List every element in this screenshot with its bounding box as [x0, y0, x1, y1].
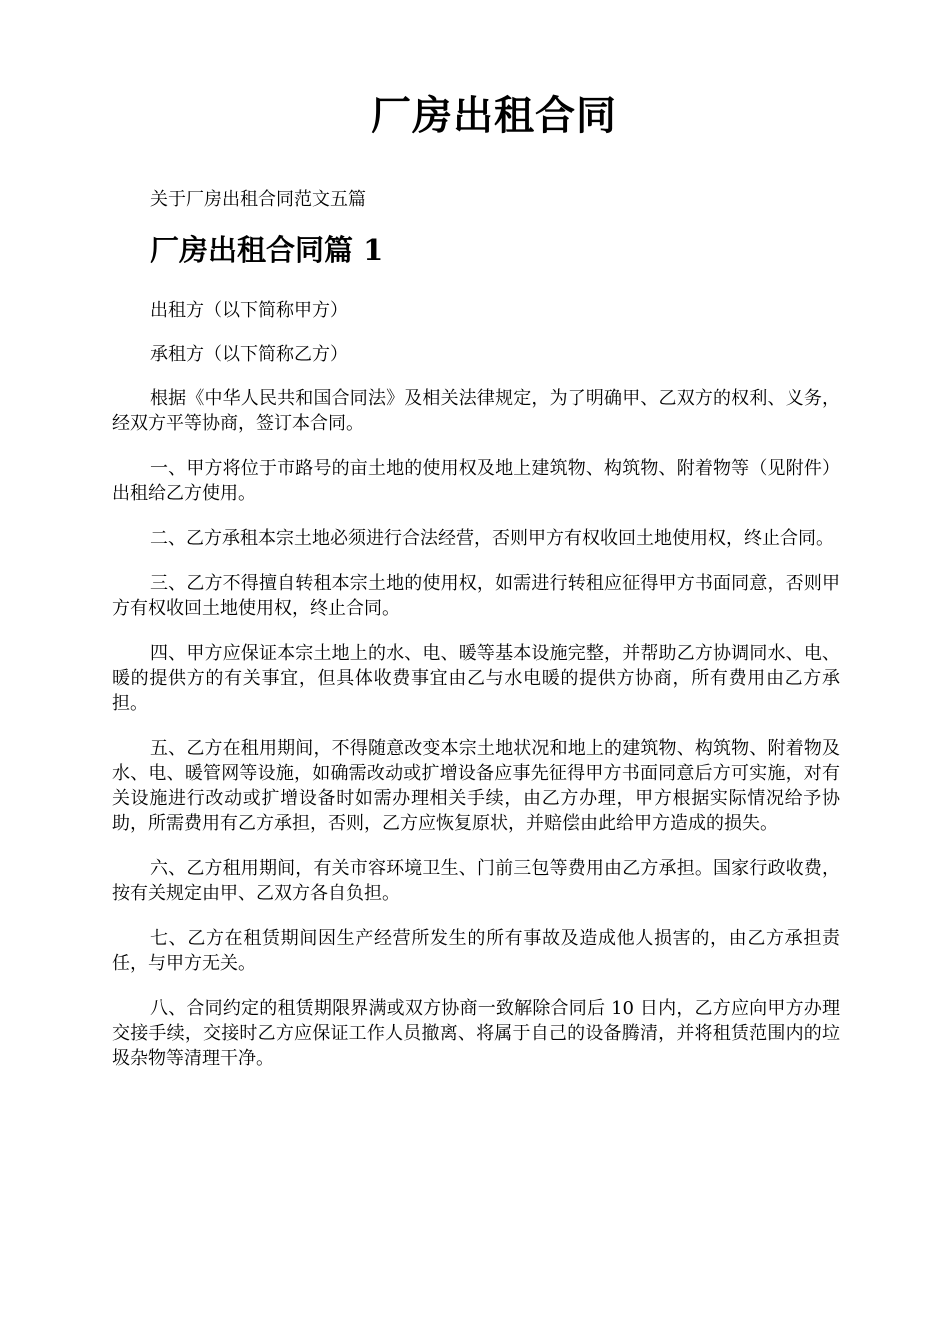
document-title: 厂房出租合同 — [371, 92, 617, 139]
paragraph-clause-3: 三、乙方不得擅自转租本宗土地的使用权，如需进行转租应征得甲方书面同意，否则甲方有权收回土地使用权，终止合同。 — [112, 573, 840, 619]
paragraph-clause-6: 六、乙方租用期间，有关市容环境卫生、门前三包等费用由乙方承担。国家行政收费，按有关规定由甲、乙双方各自负担。 — [112, 858, 840, 904]
paragraph-lessee: 承租方（以下简称乙方） — [150, 344, 348, 365]
paragraph-clause-7: 七、乙方在租赁期间因生产经营所发生的所有事故及造成他人损害的，由乙方承担责任，与甲方无关。 — [112, 928, 840, 974]
paragraph-clause-5: 五、乙方在租用期间，不得随意改变本宗土地状况和地上的建筑物、构筑物、附着物及水、电、暖管网等设施，如确需改动或扩增设备应事先征得甲方书面同意后方可实施，对有关设施进行改动或扩增设备时如需办理相关手续，由乙方办理，甲方根据实际情况给予协助，所需费用有乙方承担，否则，乙方应恢复原状，并赔偿由此给甲方造成的损失。 — [112, 738, 840, 834]
paragraph-preamble: 根据《中华人民共和国合同法》及相关法律规定，为了明确甲、乙双方的权利、义务，经双方平等协商，签订本合同。 — [112, 388, 840, 434]
document-subtitle: 关于厂房出租合同范文五篇 — [150, 189, 366, 210]
section-heading: 厂房出租合同篇 1 — [150, 233, 384, 267]
paragraph-clause-2: 二、乙方承租本宗土地必须进行合法经营，否则甲方有权收回土地使用权，终止合同。 — [150, 528, 834, 549]
paragraph-lessor: 出租方（以下简称甲方） — [150, 300, 348, 321]
document-body — [112, 298, 840, 1091]
paragraph-clause-4: 四、甲方应保证本宗土地上的水、电、暖等基本设施完整，并帮助乙方协调同水、电、暖的提供方的有关事宜，但具体收费事宜由乙与水电暖的提供方协商，所有费用由乙方承担。 — [112, 643, 840, 714]
paragraph-clause-1: 一、甲方将位于市路号的亩土地的使用权及地上建筑物、构筑物、附着物等（见附件）出租给乙方使用。 — [112, 458, 840, 504]
paragraph-clause-8: 八、合同约定的租赁期限界满或双方协商一致解除合同后 10 日内，乙方应向甲方办理交接手续，交接时乙方应保证工作人员撤离、将属于自己的设备腾清，并将租赁范围内的垃圾杂物等清理干净。 — [112, 998, 840, 1069]
